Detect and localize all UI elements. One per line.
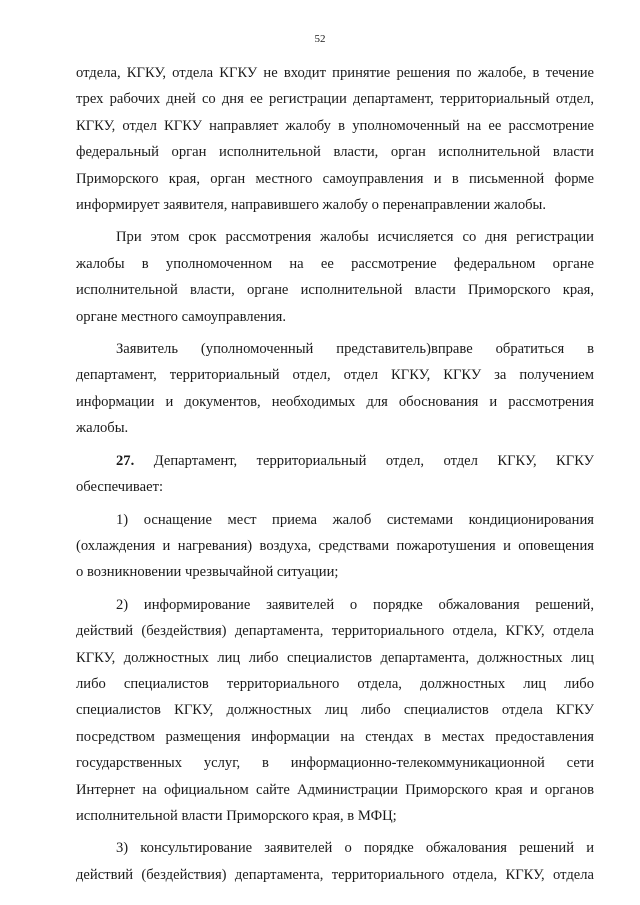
text-line: Приморского края, орган местного самоуправления и в письменной форме	[76, 170, 594, 187]
text-line: отдела, КГКУ, отдела КГКУ не входит принятие решения по жалобе, в течение	[76, 65, 594, 81]
text-line: либо специалистов территориального отдела, должностных лиц либо	[76, 675, 594, 692]
text-line: (охлаждения и нагревания) воздуха, средствами пожаротушения и оповещения	[76, 537, 594, 554]
text-line: посредством размещения информации на стендах в местах предоставления	[76, 728, 594, 745]
text-line: жалобы.	[76, 420, 129, 437]
document-body	[76, 60, 594, 888]
list-item-line: 3) консультирование заявителей о порядке обжалования решений и	[116, 840, 594, 857]
text-line: специалистов КГКУ, должностных лиц либо специалистов отдела КГКУ	[76, 702, 594, 719]
page-number: 52	[314, 33, 326, 45]
text-line: жалобы в уполномоченном на ее рассмотрение федеральном органе	[76, 255, 594, 272]
text-line: органе местного самоуправления.	[76, 308, 287, 325]
text-line: КГКУ, должностных лиц либо специалистов департамента, должностных лиц	[76, 649, 594, 666]
text-line: трех рабочих дней со дня ее регистрации департамент, территориальный отдел,	[76, 91, 594, 108]
text-line: государственных услуг, в информационно-телекоммуникационной сети	[76, 755, 594, 772]
text-line: исполнительной власти Приморского края, в МФЦ;	[76, 807, 397, 824]
text-line: исполнительной власти, органе исполнительной власти Приморского края,	[76, 282, 594, 299]
text-line: При этом срок рассмотрения жалобы исчисляется со дня регистрации	[116, 229, 594, 246]
list-item-line: 1) оснащение мест приема жалоб системами кондиционирования	[116, 511, 594, 528]
text-line: Заявитель (уполномоченный представитель)вправе обратиться в	[116, 341, 594, 358]
text-line: департамент, территориальный отдел, отдел КГКУ, КГКУ за получением	[76, 367, 594, 384]
clause-heading-line	[76, 448, 594, 474]
text-line: Департамент, территориальный отдел, отдел КГКУ, КГКУ	[153, 452, 594, 469]
text-line: Интернет на официальном сайте Администрации Приморского края и органов	[76, 781, 594, 798]
text-line: информирует заявителя, направившего жалобу о перенаправлении жалобы.	[76, 197, 547, 214]
text-line: о возникновении чрезвычайной ситуации;	[76, 564, 339, 581]
clause-number: 27.	[116, 452, 135, 469]
list-item-line: 2) информирование заявителей о порядке обжалования решений,	[116, 596, 594, 613]
text-line: обеспечивает:	[76, 479, 164, 496]
text-line: КГКУ, отдел КГКУ направляет жалобу в уполномоченный на ее рассмотрение	[76, 117, 594, 134]
text-line: федеральный орган исполнительной власти, орган исполнительной власти	[76, 144, 594, 161]
text-line: действий (бездействия) департамента, территориального отдела, КГКУ, отдела	[76, 866, 594, 883]
text-line: информации и документов, необходимых для обоснования и рассмотрения	[76, 393, 594, 410]
text-line: действий (бездействия) департамента, территориального отдела, КГКУ, отдела	[76, 623, 594, 640]
